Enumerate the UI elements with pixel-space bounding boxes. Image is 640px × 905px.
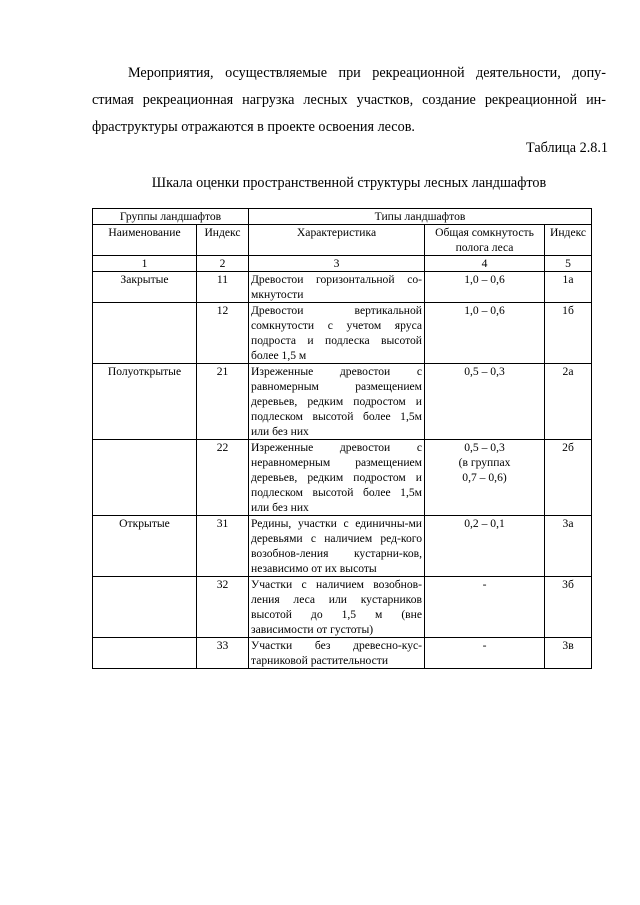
landscape-group-name: [93, 577, 197, 638]
column-number: 4: [425, 256, 545, 272]
column-number: 2: [197, 256, 249, 272]
table-row: [93, 272, 592, 303]
paragraph-line: стимая рекреационная нагрузка лесных участков, создание рекреационной ин-: [92, 92, 606, 108]
landscape-group-name: [93, 303, 197, 364]
column-header: Характеристика: [249, 225, 425, 256]
paragraph-line: фраструктуры отражаются в проекте освоения лесов.: [92, 119, 415, 135]
table-title: Шкала оценки пространственной структуры лесных ландшафтов: [151, 175, 547, 191]
landscape-group-name: Открытые: [93, 516, 197, 577]
type-index: 1а: [545, 272, 592, 303]
table-row: [93, 577, 592, 638]
intro-paragraph: [92, 60, 606, 141]
group-index: 31: [197, 516, 249, 577]
group-index: 12: [197, 303, 249, 364]
landscape-characteristic: Древостои вертикальной сомкнутости с учетом яруса подроста и подлеска высотой более 1,5 м: [249, 303, 425, 364]
table-column-header-row: [93, 225, 592, 256]
canopy-density: 0,5 – 0,3: [425, 364, 545, 440]
landscape-characteristic: Древостои горизонтальной со-мкнутости: [249, 272, 425, 303]
canopy-density: 1,0 – 0,6: [425, 272, 545, 303]
type-index: 2а: [545, 364, 592, 440]
landscape-group-name: Закрытые: [93, 272, 197, 303]
column-header: Индекс: [197, 225, 249, 256]
table-group-header-row: [93, 209, 592, 225]
landscape-group-name: [93, 440, 197, 516]
column-number: 5: [545, 256, 592, 272]
column-header: Индекс: [545, 225, 592, 256]
group-index: 11: [197, 272, 249, 303]
type-index: 3б: [545, 577, 592, 638]
type-index: 1б: [545, 303, 592, 364]
landscape-characteristic: Редины, участки с единичны-ми деревьями с наличием ред-кого возобнов-ления кустарни-ков, независимо от их высоты: [249, 516, 425, 577]
group-index: 22: [197, 440, 249, 516]
landscape-characteristic: Изреженные древостои с равномерным размещением деревьев, редким подростом и подлеском высотой более 1,5м или без них: [249, 364, 425, 440]
canopy-density: -: [425, 638, 545, 669]
canopy-density: -: [425, 577, 545, 638]
table-row: [93, 440, 592, 516]
type-index: 3а: [545, 516, 592, 577]
table-number: Таблица 2.8.1: [526, 140, 608, 156]
landscape-characteristic: Участки без древесно-кус-тарниковой растительности: [249, 638, 425, 669]
landscape-group-name: Полуоткрытые: [93, 364, 197, 440]
table-row: [93, 516, 592, 577]
canopy-density: 1,0 – 0,6: [425, 303, 545, 364]
canopy-density: 0,5 – 0,3 (в группах 0,7 – 0,6): [425, 440, 545, 516]
column-header: Общая сомкнутость полога леса: [425, 225, 545, 256]
type-index: 2б: [545, 440, 592, 516]
table-row: [93, 303, 592, 364]
column-header: Наименование: [93, 225, 197, 256]
canopy-density: 0,2 – 0,1: [425, 516, 545, 577]
table-row: [93, 364, 592, 440]
type-index: 3в: [545, 638, 592, 669]
group-index: 21: [197, 364, 249, 440]
landscape-structure-table: [92, 208, 592, 669]
landscape-characteristic: Участки с наличием возобнов-ления леса или кустарников высотой до 1,5 м (вне зависимости от густоты): [249, 577, 425, 638]
paragraph-line: Мероприятия, осуществляемые при рекреационной деятельности, допу-: [128, 65, 606, 81]
landscape-characteristic: Изреженные древостои с неравномерным размещением деревьев, редким подростом и подлеском высотой более 1,5м или без них: [249, 440, 425, 516]
column-number-row: [93, 256, 592, 272]
column-number: 3: [249, 256, 425, 272]
group-index: 32: [197, 577, 249, 638]
types-header-cell: Типы ландшафтов: [249, 209, 592, 225]
column-number: 1: [93, 256, 197, 272]
table-row: [93, 638, 592, 669]
landscape-group-name: [93, 638, 197, 669]
group-index: 33: [197, 638, 249, 669]
group-header-cell: Группы ландшафтов: [93, 209, 249, 225]
